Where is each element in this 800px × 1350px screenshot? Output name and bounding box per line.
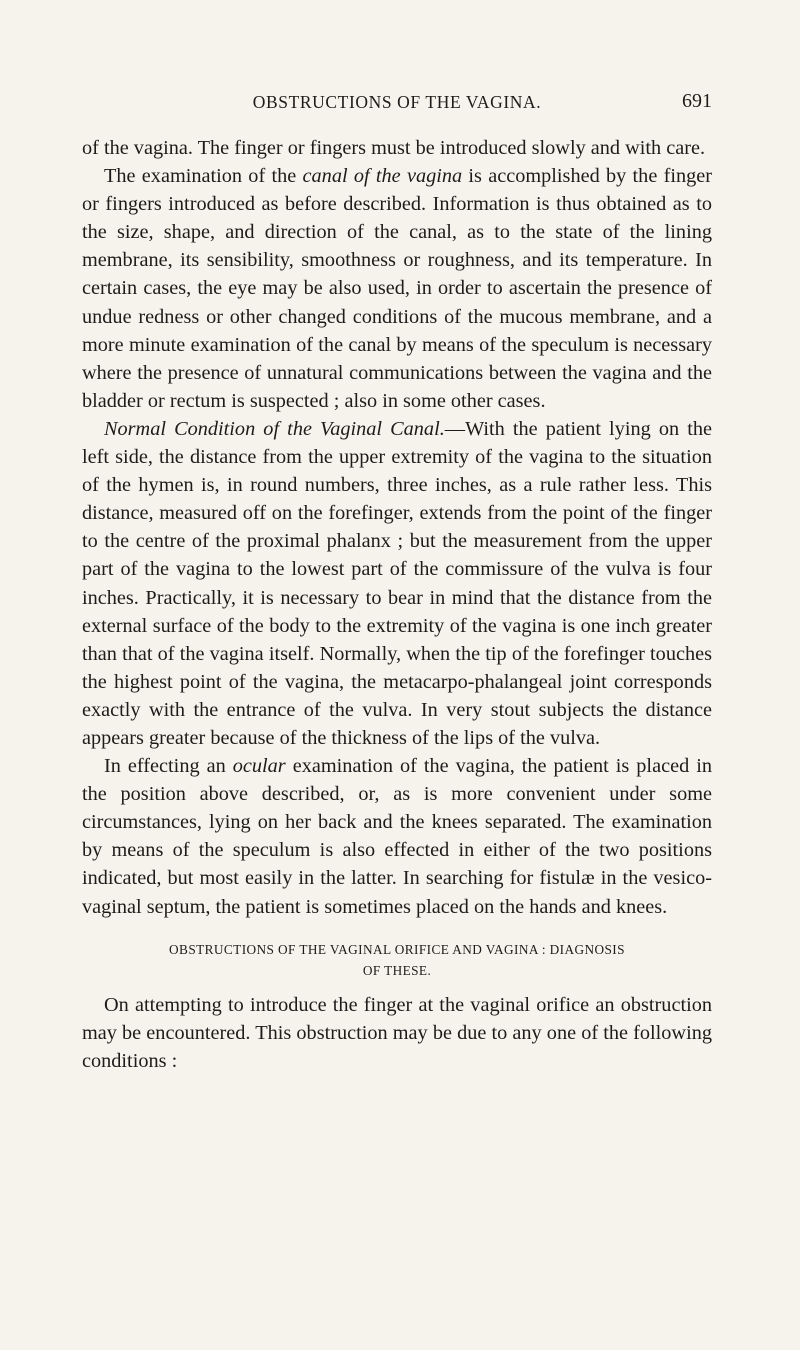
- paragraph-normal-condition: [82, 415, 712, 752]
- body-text: [82, 134, 712, 1075]
- text-run: In effecting an: [104, 755, 233, 778]
- paragraph-continued: of the vagina. The finger or fingers must be introduced slowly and with care.: [82, 137, 706, 159]
- page-header: [82, 92, 712, 118]
- page-number: 691: [682, 90, 712, 112]
- paragraph-canal-examination: [82, 162, 712, 415]
- section-heading-line: OF THESE.: [362, 962, 432, 978]
- paragraph-ocular-examination: [82, 752, 712, 921]
- running-head: OBSTRUCTIONS OF THE VAGINA.: [252, 92, 542, 112]
- section-heading-line: OBSTRUCTIONS OF THE VAGINAL ORIFICE AND VAGINA : DIAGNOSIS: [169, 941, 625, 957]
- italic-term: canal of the vagina: [302, 165, 463, 188]
- text-run: The examination of the: [104, 165, 303, 188]
- text-run: —With the patient lying on the left side, the distance from the upper extremity of the vagina to the situation of the hymen is, in round numbers, three inches, as a rule rather less. This distance, measured off on the forefinger, extends from the point of the finger to the centre of the proximal phalanx ; but the measurement from the upper part of the vagina to the lowest part of the commissure of the vulva is four inches. Practically, it is necessary to bear in mind that the distance from the external surface of the body to the extremity of the vagina is one inch greater than that of the vagina itself. Normally, when the tip of the forefinger touches the highest point of the vagina, the metacarpo-phalangeal joint corresponds exactly with the entrance of the vulva. In very stout subjects the distance appears greater because of the thickness of the lips of the vulva.: [82, 417, 712, 749]
- paragraph-obstruction: On attempting to introduce the finger at the vaginal orifice an obstruction may be encountered. This obstruction may be due to any one of the following conditions :: [82, 993, 712, 1072]
- italic-term: ocular: [232, 755, 286, 778]
- text-run: is accomplished by the finger or fingers introduced as before described. Information is thus obtained as to the size, shape, and direction of the canal, as to the state of the lining membrane, its sensibility, smoothness or roughness, and its temperature. In certain cases, the eye may be also used, in order to ascertain the presence of undue redness or other changed conditions of the mucous membrane, and a more minute examination of the canal by means of the speculum is necessary where the presence of unnatural communications between the vagina and the bladder or rectum is suspected ; also in some other cases.: [82, 165, 713, 412]
- text-run: examination of the vagina, the patient is placed in the position above described, or, as is more convenient under some circumstances, lying on her back and the knees separated. The examination by means of the speculum is also effected in either of the two positions indicated, but most easily in the latter. In searching for fistulæ in the vesico-vaginal septum, the patient is sometimes placed on the hands and knees.: [82, 755, 712, 918]
- paragraph-title: Normal Condition of the Vaginal Canal.: [104, 417, 445, 440]
- section-heading: [82, 939, 712, 981]
